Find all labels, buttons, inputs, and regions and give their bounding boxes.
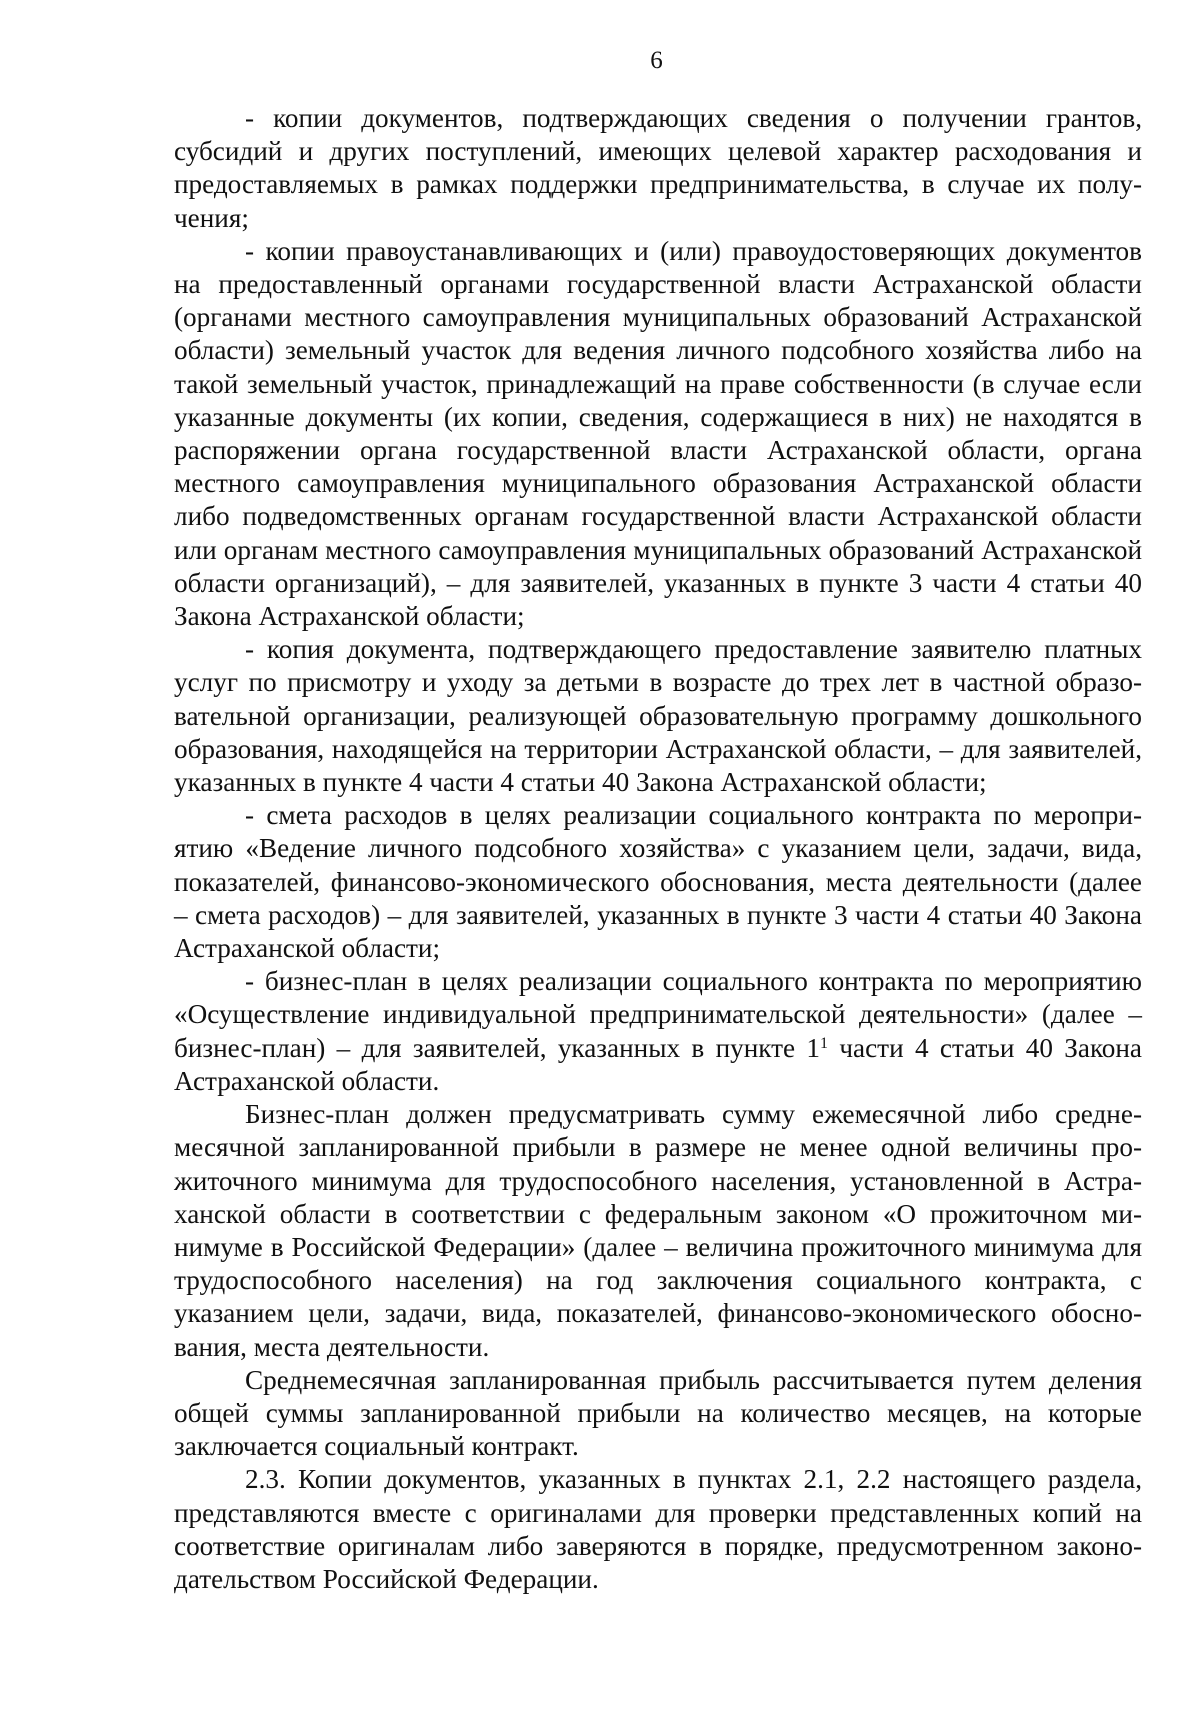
footnote-superscript: 1 [820,1034,829,1052]
document-body [174,102,1142,1596]
page-number: 6 [650,47,663,74]
business-plan-text: - бизнес-план в целях реализации социального контракта по мероприятию «Осуществление индивидуальной предпринимательской деятельности» (далее – бизнес-план) – для заявителей, указанных в пункте 1 [174,966,1142,1063]
paragraph-expense-estimate: - смета расходов в целях реализации социального контракта по мероприятию «Ведение личного подсобного хозяйства» с указанием цели, задачи, вида, показателей, финансово-экономического обоснования, места деятельности (далее – смета расходов) – для заявителей, указанных в пункте 3 части 4 статьи 40 Закона Астраханской области; [174,800,1142,964]
paragraph-grants-copies: - копии документов, подтверждающих сведения о получении грантов, субсидий и других поступлений, имеющих целевой характер расходования и предоставляемых в рамках поддержки предпринимательства, в случае их получения; [174,103,1142,233]
business-plan-text-end: части 4 статьи 40 Закона Астраханской области. [174,1032,1142,1096]
paragraph-business-plan-item [174,965,1142,1098]
paragraph-business-plan-requirements: Бизнес-план должен предусматривать сумму ежемесячной либо среднемесячной запланированной прибыли в размере не менее одной величины прожиточного минимума для трудоспособного населения, установленной в Астраханской области в соответствии с федеральным законом «О прожиточном минимуме в Российской Федерации» (далее – величина прожиточного минимума для трудоспособного населения) на год заключения социального контракта, с указанием цели, задачи, вида, показателей, финансово-экономического обоснования, места деятельности. [174,1099,1142,1362]
paragraph-childcare-document: - копия документа, подтверждающего предоставление заявителю платных услуг по присмотру и уходу за детьми в возрасте до трех лет в частной образовательной организации, реализующей образовательную программу дошкольного образования, находящейся на территории Астраханской области, – для заявителей, указанных в пункте 4 части 4 статьи 40 Закона Астраханской области; [174,634,1142,798]
paragraph-land-rights-copies: - копии правоустанавливающих и (или) правоудостоверяющих документов на предоставленный органами государственной власти Астраханской области (органами местного самоуправления муниципальных образований Астраханской области) земельный участок для ведения личного подсобного хозяйства либо на такой земельный участок, принадлежащий на праве собственности (в случае если указанные документы (их копии, сведения, содержащиеся в них) не находятся в распоряжении органа государственной власти Астраханской области, органа местного самоуправления муниципального образования Астраханской области либо подведомственных органам государственной власти Астраханской области или органам местного самоуправления муниципальных образований Астраханской области организаций), – для заявителей, указанных в пункте 3 части 4 статьи 40 Закона Астраханской области; [174,235,1142,632]
paragraph-section-2-3: 2.3. Копии документов, указанных в пунктах 2.1, 2.2 настоящего раздела, представляются вместе с оригиналами для проверки представленных копий на соответствие оригиналам либо заверяются в порядке, предусмотренном законодательством Российской Федерации. [174,1464,1142,1594]
paragraph-average-monthly-profit: Среднемесячная запланированная прибыль рассчитывается путем деления общей суммы запланированной прибыли на количество месяцев, на которые заключается социальный контракт. [174,1364,1142,1462]
